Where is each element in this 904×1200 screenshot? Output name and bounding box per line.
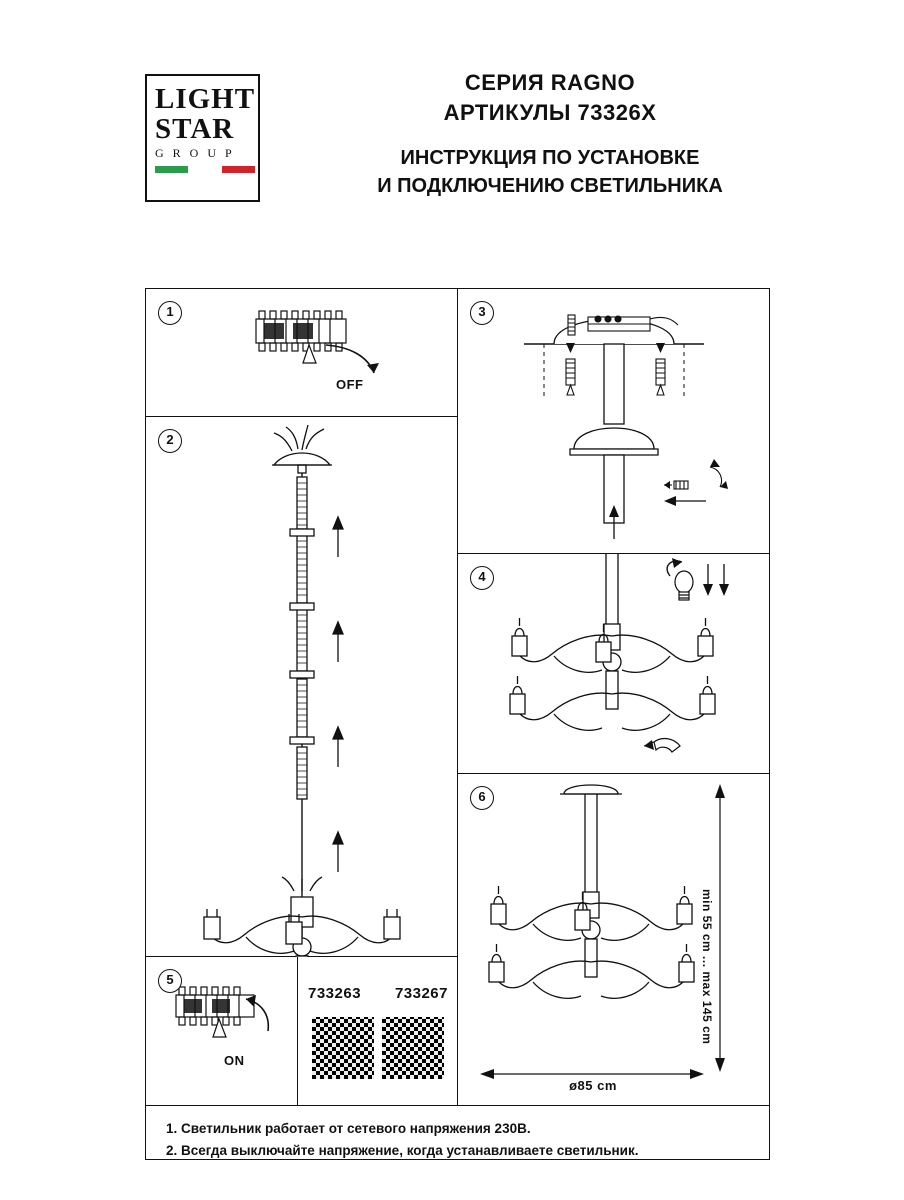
- step-3-diagram: [458, 289, 769, 554]
- step-3-number: 3: [470, 301, 494, 325]
- step-5-number: 5: [158, 969, 182, 993]
- qr-code-left[interactable]: [312, 1017, 374, 1079]
- step-1-number: 1: [158, 301, 182, 325]
- footer-note-1: 1. Светильник работает от сетевого напряжения 230В.: [166, 1121, 531, 1136]
- header-titles: [335, 68, 765, 200]
- footer-note-2: 2. Всегда выключайте напряжение, когда устанавливаете светильник.: [166, 1143, 639, 1158]
- article-title: АРТИКУЛЫ 73326X: [443, 100, 657, 125]
- step-4-number: 4: [470, 566, 494, 590]
- series-title: СЕРИЯ RAGNO: [464, 70, 636, 95]
- step-4-diagram: [458, 554, 769, 774]
- instruction-title-line-2: И ПОДКЛЮЧЕНИЮ СВЕТИЛЬНИКА: [377, 175, 723, 197]
- step-6-diagram: [458, 774, 769, 1105]
- step-6-number: 6: [470, 786, 494, 810]
- footer-notes: [166, 1118, 638, 1162]
- step-1-diagram: [146, 289, 458, 417]
- footer-notes-cell: [146, 1105, 769, 1159]
- italian-flag-icon: [155, 166, 255, 173]
- step-2-cell: [146, 417, 458, 957]
- product-code-right: 733267: [394, 985, 448, 1002]
- steps-frame: [145, 288, 770, 1160]
- step-2-number: 2: [158, 429, 182, 453]
- step-2-diagram: [146, 417, 458, 957]
- instruction-title-line-1: ИНСТРУКЦИЯ ПО УСТАНОВКЕ: [400, 147, 700, 169]
- logo-subtitle: G R O U P: [155, 146, 235, 160]
- step-3-cell: [458, 289, 769, 554]
- document-header: [145, 68, 765, 218]
- step-1-cell: [146, 289, 458, 417]
- step-1-label: OFF: [336, 377, 364, 392]
- qr-code-right[interactable]: [382, 1017, 444, 1079]
- step-6-cell: [458, 774, 769, 1105]
- logo-line-2: STAR: [155, 113, 235, 145]
- step-4-cell: [458, 554, 769, 774]
- logo-line-1: LIGHT: [155, 83, 256, 115]
- step-5-cell: [146, 957, 298, 1105]
- product-code-left: 733263: [308, 985, 362, 1002]
- height-dimension-label: min 55 cm ... max 145 cm: [700, 889, 714, 1045]
- product-codes-cell: [298, 957, 458, 1105]
- step-5-label: ON: [224, 1053, 245, 1068]
- diameter-dimension-label: ø85 cm: [569, 1078, 617, 1093]
- brand-logo: [145, 74, 260, 202]
